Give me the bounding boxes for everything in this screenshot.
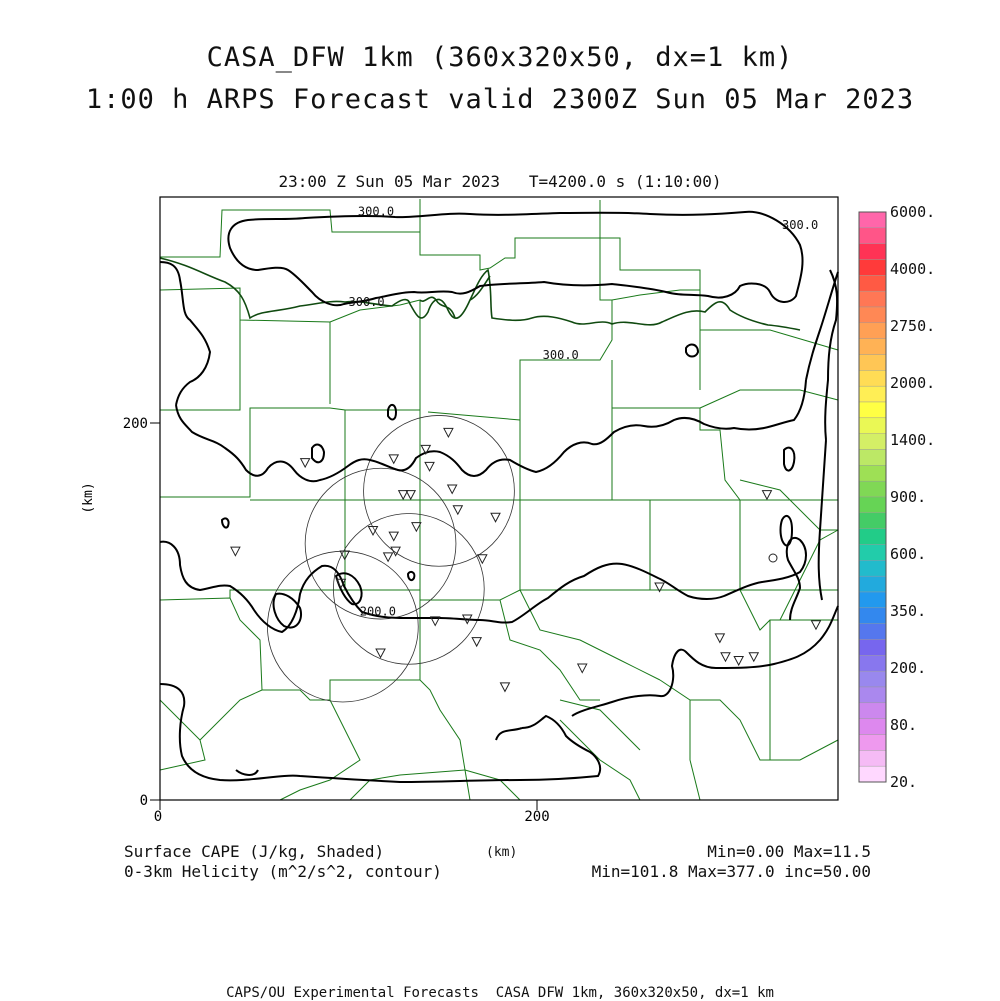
colorbar-swatch	[859, 481, 886, 497]
contour-label: 300.0	[348, 295, 385, 310]
colorbar-label: 20.	[890, 773, 918, 791]
station-marker	[500, 683, 509, 692]
title-line-2: 1:00 h ARPS Forecast valid 2300Z Sun 05 Mar 2023	[85, 84, 915, 115]
colorbar-swatch	[859, 402, 886, 418]
cape-colorbar	[859, 212, 886, 782]
valid-time-subtitle: 23:00 Z Sun 05 Mar 2023 T=4200.0 s (1:10:00)	[278, 172, 722, 191]
colorbar-labels	[890, 203, 935, 791]
colorbar-label: 6000.	[890, 203, 936, 221]
colorbar-swatch	[859, 244, 886, 260]
colorbar-swatch	[859, 228, 886, 244]
colorbar-swatch	[859, 275, 886, 291]
colorbar-label: 350.	[890, 602, 927, 620]
station-marker	[811, 621, 820, 630]
station-marker	[578, 664, 587, 673]
radar-ring-2	[333, 513, 484, 664]
station-marker	[734, 657, 743, 666]
station-marker	[389, 455, 398, 464]
station-marker	[762, 491, 771, 500]
station-marker	[425, 462, 434, 471]
station-marker	[444, 428, 453, 437]
x-axis-unit: (km)	[486, 845, 518, 860]
colorbar-label: 4000.	[890, 260, 936, 278]
station-marker	[301, 459, 310, 468]
x-tick-label-0: 0	[153, 809, 163, 825]
contour-field-minmax: Min=101.8 Max=377.0 inc=50.00	[591, 862, 871, 881]
station-marker	[472, 638, 481, 647]
colorbar-swatch	[859, 750, 886, 766]
colorbar-label: 2000.	[890, 374, 936, 392]
station-marker	[448, 485, 457, 494]
colorbar-swatch	[859, 545, 886, 561]
colorbar-swatch	[859, 703, 886, 719]
contour-label: 200.0	[359, 604, 396, 619]
colorbar-label: 600.	[890, 545, 927, 563]
shaded-field-label: Surface CAPE (J/kg, Shaded)	[124, 842, 385, 861]
colorbar-swatch	[859, 370, 886, 386]
colorbar-label: 1400.	[890, 431, 936, 449]
x-tick-label-200: 200	[524, 809, 550, 825]
shaded-field-minmax: Min=0.00 Max=11.5	[707, 842, 871, 861]
colorbar-swatch	[859, 624, 886, 640]
colorbar-swatch	[859, 576, 886, 592]
colorbar-swatch	[859, 339, 886, 355]
colorbar-swatch	[859, 434, 886, 450]
station-marker	[389, 532, 398, 541]
colorbar-label: 80.	[890, 716, 918, 734]
plot-frame	[160, 197, 838, 800]
colorbar-swatch	[859, 291, 886, 307]
colorbar-swatch	[859, 719, 886, 735]
station-marker	[376, 649, 385, 658]
contour-field-label: 0-3km Helicity (m^2/s^2, contour)	[124, 862, 442, 881]
colorbar-swatch	[859, 608, 886, 624]
colorbar-swatch	[859, 497, 886, 513]
station-marker	[384, 553, 393, 562]
colorbar-swatch	[859, 655, 886, 671]
colorbar-swatch	[859, 465, 886, 481]
colorbar-swatch	[859, 766, 886, 782]
y-tick-label-200: 200	[122, 416, 148, 432]
contour-label: 300.0	[542, 347, 579, 362]
colorbar-swatch	[859, 386, 886, 402]
station-marker	[491, 513, 500, 522]
colorbar-swatch	[859, 592, 886, 608]
colorbar-label: 900.	[890, 488, 927, 506]
colorbar-swatch	[859, 671, 886, 687]
contour-label: 300.0	[357, 204, 395, 219]
title-line-1: CASA_DFW 1km (360x320x50, dx=1 km)	[206, 42, 794, 73]
station-marker	[231, 547, 240, 556]
station-marker	[721, 653, 730, 662]
colorbar-swatch	[859, 307, 886, 323]
station-circle-marker	[769, 554, 777, 562]
colorbar-swatch	[859, 450, 886, 466]
radar-ring-0	[364, 415, 515, 566]
credit-footer: CAPS/OU Experimental Forecasts CASA DFW 1km, 360x320x50, dx=1 km	[226, 985, 774, 1001]
colorbar-swatch	[859, 687, 886, 703]
station-marker	[749, 653, 758, 662]
colorbar-swatch	[859, 323, 886, 339]
y-axis-unit: (km)	[81, 482, 96, 514]
colorbar-swatch	[859, 212, 886, 228]
colorbar-swatch	[859, 355, 886, 371]
colorbar-swatch	[859, 513, 886, 529]
county-boundaries	[160, 199, 838, 800]
colorbar-swatch	[859, 735, 886, 751]
station-marker	[715, 634, 724, 643]
radar-ring-1	[305, 468, 456, 619]
colorbar-label: 2750.	[890, 317, 936, 335]
colorbar-swatch	[859, 560, 886, 576]
colorbar-swatch	[859, 529, 886, 545]
colorbar-swatch	[859, 260, 886, 276]
contour-labels	[349, 205, 819, 619]
colorbar-swatch	[859, 640, 886, 656]
station-marker	[453, 506, 462, 515]
contour-label: 300.0	[782, 217, 819, 232]
y-tick-label-0: 0	[139, 793, 148, 809]
colorbar-label: 200.	[890, 659, 927, 677]
helicity-contours	[160, 212, 838, 782]
colorbar-swatch	[859, 418, 886, 434]
